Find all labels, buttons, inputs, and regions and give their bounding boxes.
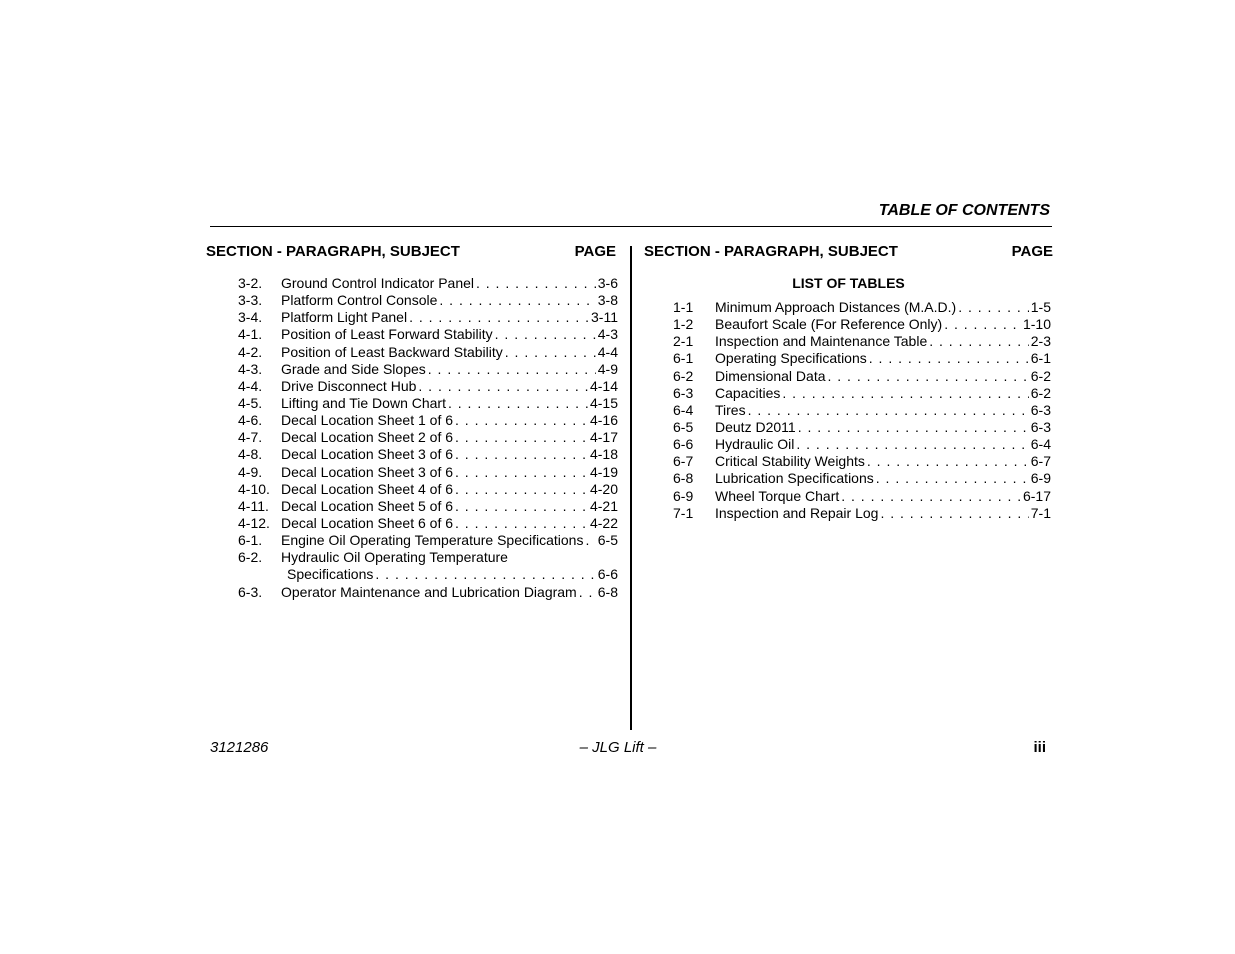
entry-number: 4-3. (238, 360, 263, 377)
toc-entry[interactable] (238, 292, 618, 309)
dot-leader (455, 446, 588, 463)
entry-number: 4-4. (238, 377, 263, 394)
toc-entry[interactable] (238, 515, 618, 532)
entry-page: 4-18 (589, 446, 618, 463)
toc-entry[interactable] (238, 532, 618, 549)
dot-leader (439, 292, 595, 309)
toc-entry[interactable] (238, 549, 618, 566)
entry-page: 6-8 (597, 583, 618, 600)
toc-entry[interactable] (673, 505, 1051, 522)
list-of-tables-heading: LIST OF TABLES (792, 275, 905, 291)
entry-title: Decal Location Sheet 4 of 6 (281, 480, 454, 497)
entry-title: Operating Specifications (715, 350, 867, 367)
dot-leader (455, 481, 588, 498)
entry-title: Ground Control Indicator Panel (281, 275, 474, 291)
entry-number: 3-2. (238, 275, 263, 291)
page-header-label: PAGE (574, 243, 616, 260)
toc-entry[interactable] (238, 446, 618, 463)
entry-title: Decal Location Sheet 6 of 6 (281, 514, 454, 531)
entry-title: Hydraulic Oil Operating Temperature (281, 549, 508, 566)
entry-page: 4-16 (589, 412, 618, 429)
entry-number: 6-2 (673, 367, 694, 384)
dot-leader (455, 498, 588, 515)
dot-leader (448, 395, 588, 412)
table-list (673, 299, 1051, 522)
entry-page: 6-1 (1030, 350, 1051, 367)
toc-entry[interactable] (238, 361, 618, 378)
entry-number: 2-1 (673, 333, 694, 350)
toc-entry[interactable] (673, 436, 1051, 453)
entry-number: 6-3. (238, 583, 263, 600)
entry-title: Position of Least Backward Stability (281, 343, 503, 360)
entry-title: Engine Oil Operating Temperature Specifications (281, 532, 584, 549)
footer-page-number: iii (1033, 739, 1046, 756)
entry-page: 4-4 (597, 343, 618, 360)
entry-title: Tires (715, 401, 746, 418)
toc-entry[interactable] (673, 402, 1051, 419)
section-header-label: SECTION - PARAGRAPH, SUBJECT (644, 243, 898, 260)
entry-title: Beaufort Scale (For Reference Only) (715, 316, 943, 333)
entry-page: 4-14 (589, 377, 618, 394)
toc-entry[interactable] (673, 419, 1051, 436)
dot-leader (428, 361, 596, 378)
entry-page: 4-17 (589, 429, 618, 446)
footer-doc-number: 3121286 (210, 739, 269, 756)
entry-number: 6-4 (673, 401, 694, 418)
entry-page: 4-15 (589, 394, 618, 411)
entry-number: 4-10. (238, 480, 270, 497)
entry-number: 4-5. (238, 394, 263, 411)
footer-center-text: – JLG Lift – (579, 739, 657, 756)
entry-page: 3-8 (597, 292, 618, 309)
dot-leader (841, 488, 1021, 505)
entry-page: 4-21 (589, 497, 618, 514)
column-divider (630, 246, 632, 730)
dot-leader (495, 326, 596, 343)
toc-entry[interactable] (238, 275, 618, 292)
entry-title: Hydraulic Oil (715, 436, 795, 453)
toc-entry[interactable] (238, 584, 618, 601)
entry-number: 4-7. (238, 429, 263, 446)
toc-entry[interactable] (673, 316, 1051, 333)
entry-page: 6-2 (1030, 367, 1051, 384)
toc-entry[interactable] (673, 299, 1051, 316)
dot-leader (958, 299, 1029, 316)
entry-title: Decal Location Sheet 3 of 6 (281, 463, 454, 480)
title-rule (210, 226, 1052, 227)
right-column-header (644, 243, 1053, 260)
toc-entry[interactable] (673, 488, 1051, 505)
dot-leader (375, 566, 595, 583)
left-column-header (206, 243, 616, 260)
dot-leader (455, 429, 588, 446)
entry-title: Grade and Side Slopes (281, 360, 426, 377)
entry-number: 6-6 (673, 436, 694, 453)
entry-title: Lifting and Tie Down Chart (281, 394, 446, 411)
entry-title: Dimensional Data (715, 367, 826, 384)
toc-entry[interactable] (238, 344, 618, 361)
entry-page: 6-9 (1030, 470, 1051, 487)
toc-entry[interactable] (673, 470, 1051, 487)
entry-page: 1-10 (1022, 316, 1051, 333)
entry-title: Decal Location Sheet 2 of 6 (281, 429, 454, 446)
toc-entry[interactable] (673, 385, 1051, 402)
entry-title: Drive Disconnect Hub (281, 377, 417, 394)
entry-number: 1-2 (673, 316, 694, 333)
entry-page: 6-3 (1030, 418, 1051, 435)
toc-entry[interactable] (238, 481, 618, 498)
entry-number: 6-3 (673, 384, 694, 401)
entry-number: 6-2. (238, 549, 263, 566)
entry-title: Critical Stability Weights (715, 453, 865, 470)
entry-number: 4-9. (238, 463, 263, 480)
section-header-label: SECTION - PARAGRAPH, SUBJECT (206, 243, 460, 260)
toc-entry[interactable] (673, 333, 1051, 350)
dot-leader (579, 584, 596, 601)
entry-number: 3-3. (238, 292, 263, 309)
entry-number: 7-1 (673, 504, 694, 521)
entry-title: Platform Light Panel (281, 309, 408, 326)
entry-title: Operator Maintenance and Lubrication Diagram (281, 583, 577, 600)
entry-page: 7-1 (1030, 504, 1051, 521)
dot-leader (929, 333, 1029, 350)
dot-leader (455, 464, 588, 481)
entry-number: 6-7 (673, 453, 694, 470)
entry-page: 6-6 (597, 566, 618, 583)
dot-leader (748, 402, 1029, 419)
entry-number: 3-4. (238, 309, 263, 326)
dot-leader (476, 275, 596, 292)
entry-title: Decal Location Sheet 3 of 6 (281, 446, 454, 463)
toc-entry[interactable] (673, 368, 1051, 385)
entry-page: 6-3 (1030, 401, 1051, 418)
entry-title: Decal Location Sheet 1 of 6 (281, 412, 454, 429)
entry-title: Wheel Torque Chart (715, 487, 840, 504)
toc-entry[interactable] (238, 412, 618, 429)
toc-entry[interactable] (238, 395, 618, 412)
entry-number: 4-6. (238, 412, 263, 429)
toc-entry[interactable] (238, 309, 618, 326)
entry-page: 2-3 (1030, 333, 1051, 350)
entry-number: 6-5 (673, 418, 694, 435)
entry-number: 6-1. (238, 532, 263, 549)
entry-number: 4-1. (238, 326, 263, 343)
entry-page: 3-6 (597, 275, 618, 291)
entry-title: Position of Least Forward Stability (281, 326, 493, 343)
dot-leader (869, 350, 1029, 367)
entry-page: 6-5 (597, 532, 618, 549)
dot-leader (455, 515, 588, 532)
entry-number: 1-1 (673, 299, 694, 315)
entry-number: 4-11. (238, 497, 269, 514)
entry-title: Decal Location Sheet 5 of 6 (281, 497, 454, 514)
dot-leader (867, 453, 1029, 470)
page-header-label: PAGE (1011, 243, 1053, 260)
entry-number: 4-8. (238, 446, 263, 463)
toc-entry[interactable] (238, 566, 618, 583)
entry-page: 6-2 (1030, 384, 1051, 401)
entry-title: Capacities (715, 384, 781, 401)
entry-page: 6-4 (1030, 436, 1051, 453)
entry-title: Platform Control Console (281, 292, 438, 309)
dot-leader (944, 316, 1021, 333)
entry-page: 4-9 (597, 360, 618, 377)
toc-entry[interactable] (238, 464, 618, 481)
entry-page: 6-7 (1030, 453, 1051, 470)
dot-leader (418, 378, 588, 395)
entry-number: 6-1 (673, 350, 694, 367)
toc-entry[interactable] (673, 453, 1051, 470)
entry-title: Minimum Approach Distances (M.A.D.) (715, 299, 957, 315)
dot-leader (585, 532, 595, 549)
entry-number: 6-9 (673, 487, 694, 504)
dot-leader (876, 470, 1029, 487)
page-title: TABLE OF CONTENTS (878, 202, 1050, 219)
dot-leader (409, 309, 589, 326)
toc-entry[interactable] (673, 350, 1051, 367)
entry-page: 4-19 (589, 463, 618, 480)
entry-title: Deutz D2011 (715, 418, 796, 435)
entry-page: 6-17 (1022, 487, 1051, 504)
entry-number: 6-8 (673, 470, 694, 487)
entry-page: 3-11 (591, 309, 618, 326)
entry-title: Lubrication Specifications (715, 470, 874, 487)
toc-entry[interactable] (238, 429, 618, 446)
toc-entry[interactable] (238, 498, 618, 515)
entry-page: 4-20 (589, 480, 618, 497)
entry-title: Inspection and Repair Log (715, 504, 879, 521)
entry-number: 4-2. (238, 343, 263, 360)
dot-leader (782, 385, 1028, 402)
dot-leader (505, 344, 596, 361)
dot-leader (796, 436, 1028, 453)
dot-leader (455, 412, 588, 429)
dot-leader (798, 419, 1029, 436)
toc-entry[interactable] (238, 378, 618, 395)
dot-leader (880, 505, 1028, 522)
entry-number: 4-12. (238, 514, 270, 531)
figure-list (238, 275, 618, 601)
dot-leader (828, 368, 1029, 385)
toc-entry[interactable] (238, 326, 618, 343)
entry-page: 4-22 (589, 514, 618, 531)
entry-page: 1-5 (1030, 299, 1051, 315)
entry-page: 4-3 (597, 326, 618, 343)
entry-title: Inspection and Maintenance Table (715, 333, 928, 350)
entry-title: Specifications (287, 566, 374, 583)
